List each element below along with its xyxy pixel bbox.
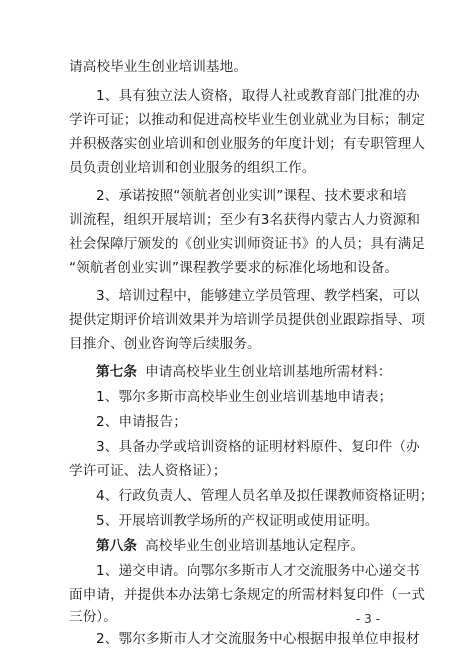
text-line: 请高校毕业生创业培训基地。 bbox=[69, 59, 248, 75]
text-line: 学许可证、法人资格证）； bbox=[69, 463, 227, 479]
article-8-label: 第八条 bbox=[96, 538, 138, 554]
text-line: 社会保障厅颁发的《创业实训师资证书》的人员；具有满足 bbox=[69, 236, 426, 252]
text-line: 员负责创业培训和创业服务的组织工作。 bbox=[69, 160, 316, 176]
text-line: 2、申请报告； bbox=[96, 414, 187, 430]
text-line: 4、行政负责人、管理人员名单及拟任课教师资格证明； bbox=[96, 488, 434, 504]
text-line: 三份）。 bbox=[69, 609, 117, 625]
text-line: 2、鄂尔多斯市人才交流服务中心根据申报单位申报材 bbox=[96, 631, 420, 647]
text-line: 1、具有独立法人资格，取得人社或教育部门批准的办 bbox=[96, 88, 420, 104]
text-line: 训流程，组织开展培训；至少有3名获得内蒙古人力资源和 bbox=[69, 212, 421, 228]
text-line: “领航者创业实训”课程教学要求的标准化场地和设备。 bbox=[69, 260, 399, 276]
text-line: 1、鄂尔多斯市高校毕业生创业培训基地申请表； bbox=[96, 389, 393, 405]
text-line: 5、开展培训教学场所的产权证明或使用证明。 bbox=[96, 513, 379, 529]
text-line: 面申请，并提供本办法第七条规定的所需材料复印件（一式 bbox=[69, 587, 426, 603]
page-number: - 3 - bbox=[356, 612, 380, 626]
text-line: 3、培训过程中，能够建立学员管理、教学档案，可以 bbox=[96, 288, 420, 304]
article-8-heading bbox=[96, 535, 383, 557]
article-7-label: 第七条 bbox=[96, 364, 138, 380]
text-line: 2、承诺按照“领航者创业实训”课程、技术要求和培 bbox=[96, 188, 407, 204]
text-line: 并积极落实创业培训和创业服务的年度计划；有专职管理人 bbox=[69, 136, 426, 152]
article-8-text: 高校毕业生创业培训基地认定程序。 bbox=[145, 538, 365, 554]
article-7-text: 申请高校毕业生创业培训基地所需材料： bbox=[145, 364, 392, 380]
article-7-heading bbox=[96, 361, 392, 383]
text-line: 目推介、创业咨询等后续服务。 bbox=[69, 336, 261, 352]
text-line: 1、递交申请。向鄂尔多斯市人才交流服务中心递交书 bbox=[96, 563, 420, 579]
text-line: 提供定期评价培训效果并为培训学员提供创业跟踪指导、项 bbox=[69, 312, 426, 328]
text-line: 3、具备办学或培训资格的证明材料原件、复印件（办 bbox=[96, 439, 420, 455]
text-line: 学许可证；以推动和促进高校毕业生创业就业为目标；制定 bbox=[69, 112, 426, 128]
